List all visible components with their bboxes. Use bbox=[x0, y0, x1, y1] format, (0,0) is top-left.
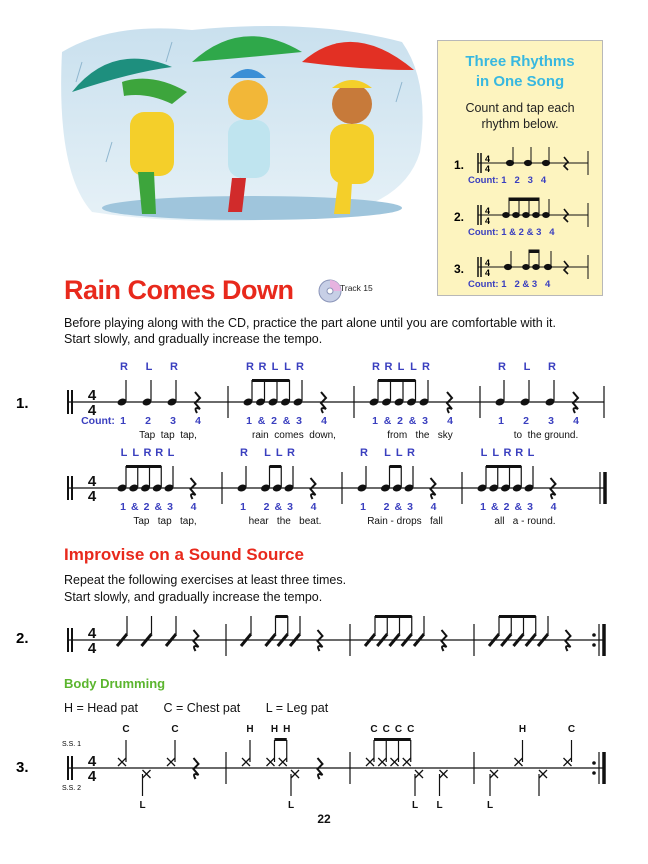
svg-text:4: 4 bbox=[485, 216, 491, 226]
beam bbox=[270, 465, 282, 468]
count-label: 3 bbox=[296, 415, 302, 427]
beam bbox=[374, 738, 411, 741]
song-title: Rain Comes Down bbox=[64, 275, 294, 305]
repeat-dot bbox=[592, 633, 596, 637]
legend-leg-pat: L = Leg pat bbox=[265, 701, 329, 715]
intro-line2: Start slowly, and gradually increase the tempo. bbox=[64, 332, 323, 346]
beam bbox=[252, 379, 290, 382]
body-pat-label: L bbox=[411, 800, 419, 810]
sidebar-title-line1: Three Rhythms bbox=[465, 53, 575, 70]
count-label: 2 bbox=[271, 415, 277, 427]
cd-icon bbox=[318, 279, 342, 303]
svg-text:4: 4 bbox=[485, 164, 491, 174]
sticking-label: R bbox=[258, 361, 267, 373]
x-note bbox=[391, 758, 399, 766]
sidebar-instructions-line1: Count and tap each bbox=[465, 101, 575, 115]
count-label: 3 bbox=[287, 501, 293, 513]
sticking-label: L bbox=[523, 361, 531, 373]
page-number: 22 bbox=[317, 812, 331, 826]
rhythm-count: Count: 1 2 & 3 4 bbox=[468, 279, 551, 290]
rain-characters-illustration bbox=[52, 22, 430, 226]
improvise-heading: Improvise on a Sound Source bbox=[64, 545, 304, 564]
exercise-3-number: 3. bbox=[16, 759, 29, 776]
sticking-label: R bbox=[170, 361, 178, 373]
x-note bbox=[242, 758, 250, 766]
count-label: & bbox=[257, 415, 266, 427]
exercise-2-staff bbox=[68, 615, 604, 657]
lyric: Rain - drops fall bbox=[367, 516, 443, 527]
svg-text:4: 4 bbox=[485, 154, 491, 164]
song-line-2 bbox=[68, 447, 605, 527]
sticking-label: R bbox=[503, 447, 512, 459]
count-label: 1 bbox=[372, 415, 378, 427]
repeat-dot bbox=[592, 643, 596, 647]
count-label: 4 bbox=[550, 501, 557, 513]
exercise-1-number: 1. bbox=[16, 395, 29, 412]
lyric: to the ground. bbox=[513, 430, 579, 441]
count-label: & bbox=[154, 501, 163, 513]
sticking-label: R bbox=[515, 447, 524, 459]
exercise-2-number: 2. bbox=[16, 630, 29, 647]
sidebar-instructions-line2: rhythm below. bbox=[481, 117, 559, 131]
repeat-dot bbox=[592, 771, 596, 775]
sticking-label: R bbox=[246, 361, 254, 373]
body-pat-label: C bbox=[567, 724, 576, 735]
body-pat-label: H bbox=[246, 724, 254, 735]
count-label: & bbox=[394, 501, 403, 513]
body-pat-label: H bbox=[283, 724, 291, 735]
beam bbox=[276, 615, 288, 618]
beam bbox=[486, 465, 521, 468]
count-label: 1 bbox=[480, 501, 486, 513]
beam bbox=[126, 465, 161, 468]
rhythm-count: Count: 1 2 3 4 bbox=[468, 175, 547, 186]
count-label: 2 bbox=[383, 501, 390, 513]
exercise-3-staff bbox=[68, 724, 604, 810]
count-label: 2 bbox=[397, 415, 403, 427]
beam bbox=[390, 465, 402, 468]
body-pat-label: L bbox=[486, 800, 494, 810]
count-label: 4 bbox=[573, 415, 579, 427]
body-pat-label: H bbox=[270, 724, 279, 735]
sticking-label: R bbox=[407, 447, 415, 459]
count-label: 3 bbox=[170, 415, 176, 427]
sticking-label: L bbox=[397, 361, 405, 373]
x-note bbox=[143, 770, 151, 778]
x-note bbox=[415, 770, 423, 778]
sticking-label: L bbox=[527, 447, 535, 459]
sticking-label: L bbox=[275, 447, 283, 459]
count-label: 1 bbox=[120, 501, 126, 513]
lyric: hear the beat. bbox=[248, 516, 322, 527]
svg-text:4: 4 bbox=[485, 206, 491, 216]
sticking-label: R bbox=[360, 447, 368, 459]
sidebar-rhythms bbox=[438, 41, 602, 295]
exercise-2-notation bbox=[0, 610, 648, 666]
count-label: 2 bbox=[143, 501, 150, 513]
song-line-1 bbox=[68, 361, 604, 441]
beam bbox=[375, 615, 412, 618]
time-signature: 4 bbox=[87, 768, 97, 785]
lyric: from the sky bbox=[387, 430, 453, 441]
count-label: & bbox=[408, 415, 417, 427]
sticking-label: R bbox=[548, 361, 556, 373]
svg-text:4: 4 bbox=[485, 258, 491, 268]
body-pat-label: C bbox=[370, 724, 378, 735]
track-label: Track 15 bbox=[340, 283, 373, 293]
rhythm-1 bbox=[454, 147, 588, 186]
time-signature: 4 bbox=[87, 753, 97, 770]
time-signature: 4 bbox=[87, 473, 97, 490]
x-note bbox=[279, 758, 287, 766]
repeat-dot bbox=[592, 761, 596, 765]
x-note bbox=[378, 758, 386, 766]
sticking-label: R bbox=[143, 447, 152, 459]
x-note bbox=[539, 770, 547, 778]
body-pat-label: C bbox=[394, 724, 403, 735]
count-label: 4 bbox=[447, 415, 453, 427]
count-label: & bbox=[282, 415, 291, 427]
improvise-line1: Repeat the following exercises at least three times. bbox=[64, 573, 347, 587]
count-label: 1 bbox=[360, 501, 366, 513]
count-label: & bbox=[383, 415, 392, 427]
sticking-label: L bbox=[271, 361, 279, 373]
sticking-label: R bbox=[372, 361, 380, 373]
time-signature: 4 bbox=[87, 402, 97, 419]
body-pat-label: L bbox=[139, 800, 146, 810]
time-signature: 4 bbox=[87, 387, 97, 404]
count-label: 3 bbox=[527, 501, 533, 513]
count-label: 4 bbox=[195, 415, 201, 427]
rhythm-2 bbox=[454, 198, 588, 238]
legend-head-pat: H = Head pat bbox=[64, 701, 139, 715]
sticking-label: L bbox=[132, 447, 140, 459]
x-note bbox=[118, 758, 126, 766]
count-label: 1 bbox=[240, 501, 246, 513]
improvise-line2: Start slowly, and gradually increase the tempo. bbox=[64, 590, 323, 604]
sticking-label: R bbox=[120, 361, 128, 373]
x-note bbox=[564, 758, 572, 766]
count-label: 2 bbox=[263, 501, 270, 513]
count-label: 1 bbox=[246, 415, 252, 427]
body-pat-label: H bbox=[518, 724, 527, 735]
count-label: 4 bbox=[190, 501, 197, 513]
body-pat-label: C bbox=[122, 724, 130, 735]
body-drumming-legend bbox=[64, 701, 350, 715]
sticking-label: R bbox=[384, 361, 393, 373]
count-label: 3 bbox=[407, 501, 413, 513]
body-pat-label: C bbox=[407, 724, 415, 735]
time-signature: 4 bbox=[87, 625, 97, 642]
sticking-label: R bbox=[296, 361, 304, 373]
x-note bbox=[403, 758, 411, 766]
x-note bbox=[515, 758, 523, 766]
body-pat-label: C bbox=[382, 724, 390, 735]
count-label: 2 bbox=[503, 501, 510, 513]
body-pat-label: C bbox=[171, 724, 179, 735]
sticking-label: L bbox=[145, 361, 153, 373]
count-label: 4 bbox=[430, 501, 437, 513]
x-note bbox=[291, 770, 299, 778]
time-signature: 4 bbox=[87, 488, 97, 505]
legend-chest-pat: C = Chest pat bbox=[163, 701, 241, 715]
body-pat-label: L bbox=[287, 800, 295, 810]
sticking-label: L bbox=[167, 447, 175, 459]
sticking-label: L bbox=[384, 447, 391, 459]
count-label: & bbox=[274, 501, 283, 513]
body-drumming-heading: Body Drumming bbox=[64, 676, 166, 691]
sticking-label: L bbox=[395, 447, 403, 459]
rhythm-number: 2. bbox=[454, 210, 465, 224]
x-note bbox=[167, 758, 175, 766]
x-note bbox=[490, 770, 498, 778]
three-rhythms-box bbox=[437, 40, 603, 296]
rhythm-count: Count: 1 & 2 & 3 4 bbox=[468, 227, 555, 238]
lyric: rain comes down, bbox=[252, 430, 336, 441]
beam bbox=[378, 379, 416, 382]
count-label: 4 bbox=[321, 415, 327, 427]
ss2-label: S.S. 2 bbox=[62, 785, 82, 792]
exercise-3-notation bbox=[0, 718, 648, 810]
body-pat-label: L bbox=[436, 800, 443, 810]
count-label: 2 bbox=[523, 415, 529, 427]
count-label: 3 bbox=[422, 415, 428, 427]
sidebar-title-line2: in One Song bbox=[475, 73, 565, 90]
sticking-label: R bbox=[422, 361, 430, 373]
rhythm-number: 1. bbox=[454, 158, 465, 172]
count-label-prefix: Count: bbox=[81, 415, 115, 427]
x-note bbox=[267, 758, 275, 766]
rhythm-3 bbox=[454, 250, 588, 290]
ss1-label: S.S. 1 bbox=[62, 741, 82, 748]
lyric: Tap tap tap, bbox=[139, 430, 197, 441]
count-label: 1 bbox=[120, 415, 126, 427]
intro-line1: Before playing along with the CD, practice the part alone until you are comfortable with it. bbox=[64, 316, 556, 330]
sticking-label: R bbox=[155, 447, 164, 459]
x-note bbox=[366, 758, 374, 766]
beam bbox=[275, 738, 287, 741]
exercise-1-notation bbox=[0, 350, 648, 530]
lyric: Tap tap tap, bbox=[133, 516, 197, 527]
count-label: 3 bbox=[548, 415, 554, 427]
rhythm-number: 3. bbox=[454, 262, 465, 276]
sticking-label: R bbox=[498, 361, 506, 373]
count-label: 4 bbox=[310, 501, 317, 513]
sticking-label: L bbox=[410, 361, 417, 373]
sticking-label: L bbox=[264, 447, 271, 459]
beam bbox=[499, 615, 536, 618]
time-signature: 4 bbox=[87, 640, 97, 657]
sticking-label: L bbox=[284, 361, 291, 373]
count-label: & bbox=[130, 501, 139, 513]
count-label: 2 bbox=[145, 415, 151, 427]
sticking-label: L bbox=[480, 447, 488, 459]
count-label: 3 bbox=[167, 501, 173, 513]
svg-text:4: 4 bbox=[485, 268, 491, 278]
lyric: all a - round. bbox=[494, 516, 556, 527]
count-label: & bbox=[514, 501, 523, 513]
sticking-label: R bbox=[287, 447, 295, 459]
sticking-label: L bbox=[492, 447, 500, 459]
x-note bbox=[440, 770, 448, 778]
sticking-label: R bbox=[240, 447, 248, 459]
sticking-label: L bbox=[120, 447, 128, 459]
count-label: 1 bbox=[498, 415, 504, 427]
count-label: & bbox=[490, 501, 499, 513]
